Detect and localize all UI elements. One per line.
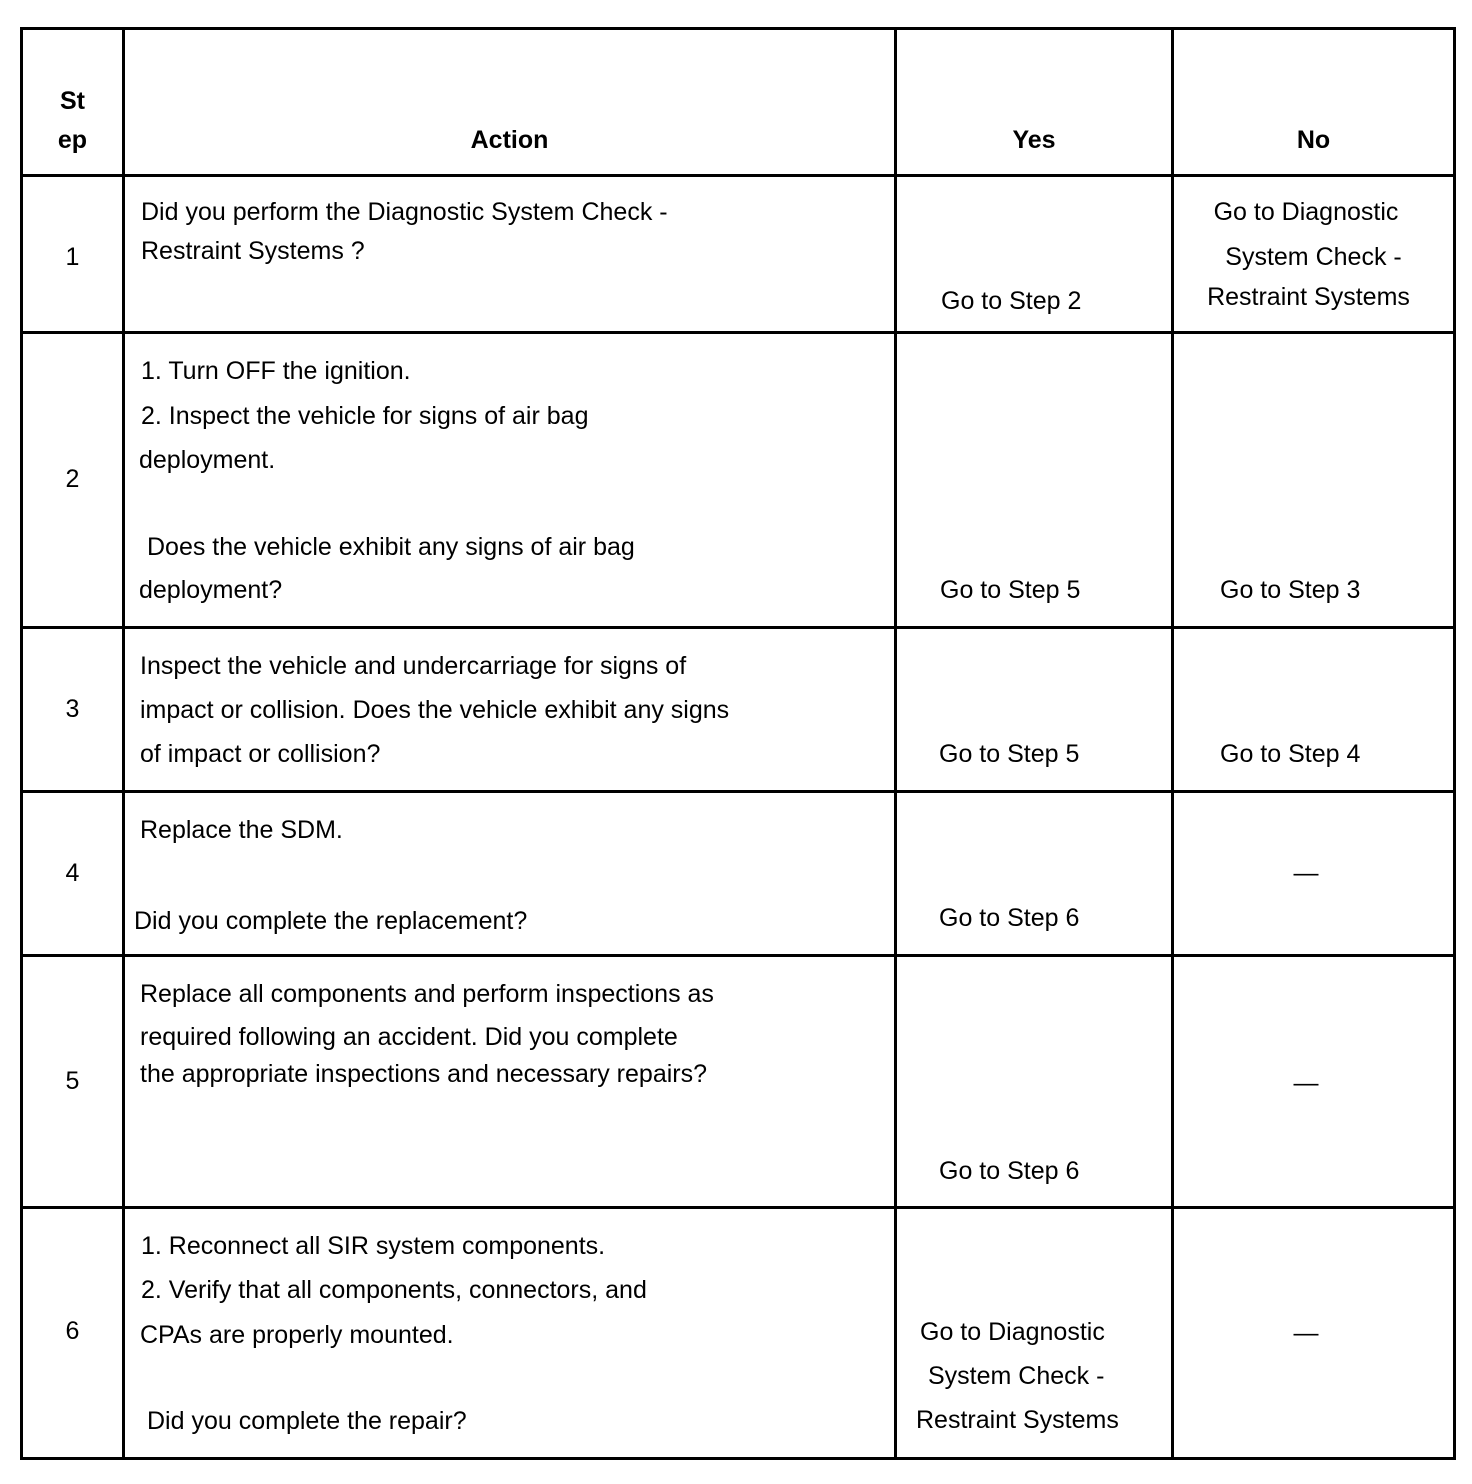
step-number: 3 [65, 695, 80, 723]
header-no: No [1296, 126, 1331, 154]
action-text: Inspect the vehicle and undercarriage for signs of [140, 652, 687, 680]
header-action: Action [470, 126, 549, 154]
step-number: 1 [65, 243, 80, 271]
action-text: 1. Reconnect all SIR system components. [141, 1232, 606, 1260]
yes-result: Go to Step 6 [939, 1157, 1080, 1185]
row-divider [20, 626, 1456, 629]
action-text: of impact or collision? [140, 740, 381, 768]
no-result: Restraint Systems [1207, 283, 1410, 311]
row-divider [20, 1206, 1456, 1209]
diagnostic-table [20, 27, 1456, 1460]
step-number: 4 [65, 859, 80, 887]
no-result: Go to Step 3 [1220, 576, 1361, 604]
row-divider [20, 331, 1456, 334]
header-step-line-2: ep [57, 126, 88, 154]
no-result: System Check - [1225, 243, 1402, 271]
action-text: CPAs are properly mounted. [140, 1321, 454, 1349]
yes-result: Go to Step 5 [939, 740, 1080, 768]
table-border-top [20, 27, 1456, 30]
action-text: deployment. [139, 446, 276, 474]
action-text: deployment? [139, 576, 283, 604]
yes-result: Go to Diagnostic [920, 1318, 1105, 1346]
column-divider [894, 27, 897, 1460]
action-text: 2. Verify that all components, connectors, and [141, 1276, 647, 1304]
row-divider [20, 954, 1456, 957]
action-text: 1. Turn OFF the ignition. [141, 357, 411, 385]
action-text: Did you perform the Diagnostic System Check - [141, 198, 668, 226]
header-yes: Yes [1012, 126, 1056, 154]
no-result-dash: — [1293, 859, 1319, 887]
yes-result: Go to Step 5 [940, 576, 1081, 604]
step-number: 6 [65, 1317, 80, 1345]
action-text: Replace all components and perform inspections as [140, 980, 714, 1008]
table-border-left [20, 27, 23, 1460]
step-number: 2 [65, 465, 80, 493]
step-number: 5 [65, 1067, 80, 1095]
action-text: Does the vehicle exhibit any signs of air bag [147, 533, 635, 561]
no-result-dash: — [1293, 1069, 1319, 1097]
row-divider [20, 790, 1456, 793]
no-result: Go to Step 4 [1220, 740, 1361, 768]
action-text: Replace the SDM. [140, 816, 343, 844]
action-text: Did you complete the repair? [147, 1407, 467, 1435]
action-text: impact or collision. Does the vehicle exhibit any signs [140, 696, 730, 724]
row-divider [20, 174, 1456, 177]
action-text: 2. Inspect the vehicle for signs of air bag [141, 402, 589, 430]
yes-result: Go to Step 2 [941, 287, 1082, 315]
column-divider [1171, 27, 1174, 1460]
column-divider [122, 27, 125, 1460]
header-step-line-1: St [60, 87, 85, 115]
yes-result: System Check - [928, 1362, 1105, 1390]
no-result-dash: — [1293, 1319, 1319, 1347]
action-text: Restraint Systems ? [141, 237, 365, 265]
action-text: the appropriate inspections and necessary repairs? [140, 1060, 708, 1088]
no-result: Go to Diagnostic [1213, 198, 1399, 226]
table-border-bottom [20, 1457, 1456, 1460]
table-border-right [1453, 27, 1456, 1460]
yes-result: Go to Step 6 [939, 904, 1080, 932]
yes-result: Restraint Systems [916, 1406, 1119, 1434]
action-text: Did you complete the replacement? [134, 907, 528, 935]
action-text: required following an accident. Did you complete [140, 1023, 678, 1051]
